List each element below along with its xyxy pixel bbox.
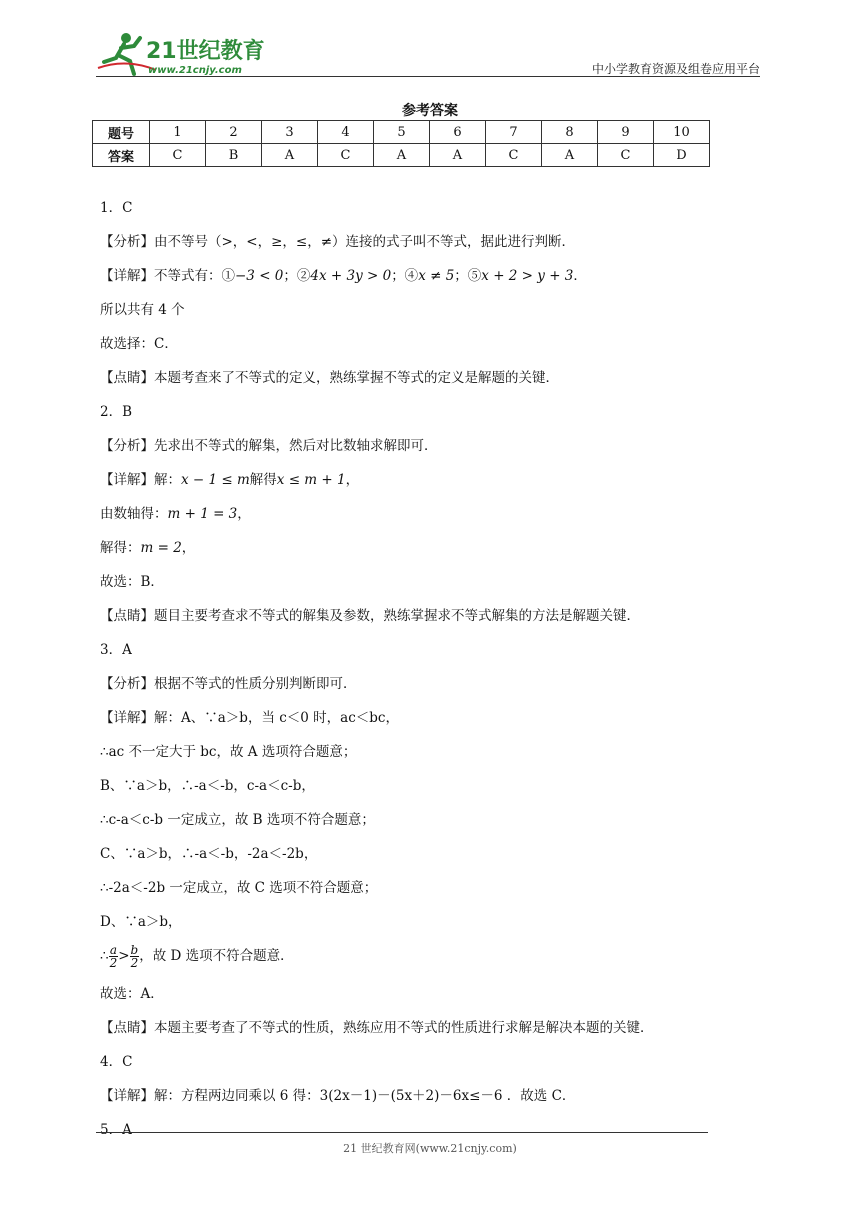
fraction-b-over-2 bbox=[130, 944, 140, 969]
page-footer: 21 世纪教育网(www.21cnjy.com) bbox=[343, 1142, 517, 1155]
detail-text bbox=[100, 502, 740, 536]
detail-text bbox=[100, 536, 740, 570]
math-expression: −3 < 0 bbox=[235, 268, 284, 284]
comment-text: 【点睛】题目主要考查求不等式的解集及参数，熟练掌握求不等式解集的方法是解题关键． bbox=[100, 608, 640, 624]
table-cell: A bbox=[374, 144, 430, 167]
detail-text: 所以共有 4 个 bbox=[100, 302, 185, 318]
fraction-denominator: 2 bbox=[109, 956, 118, 970]
row-label: 答案 bbox=[93, 144, 150, 167]
math-expression: x ≠ 5 bbox=[418, 268, 455, 284]
table-cell: 8 bbox=[542, 121, 598, 144]
page-header bbox=[96, 28, 760, 80]
comment-text: 【点睛】本题考查来了不等式的定义，熟练掌握不等式的定义是解题的关键． bbox=[100, 370, 559, 386]
row-label: 题号 bbox=[93, 121, 150, 144]
detail-text: C、∵a＞b，∴-a＜-b，-2a＜-2b， bbox=[100, 846, 318, 862]
table-cell: 1 bbox=[150, 121, 206, 144]
comment-text: 【点睛】本题主要考查了不等式的性质，熟练应用不等式的性质进行求解是解决本题的关键． bbox=[100, 1020, 654, 1036]
solutions-body bbox=[100, 196, 740, 1152]
detail-text: ∴-2a＜-2b 一定成立，故 C 选项不符合题意； bbox=[100, 880, 378, 896]
table-cell: 6 bbox=[430, 121, 486, 144]
math-expression: 4x + 3y > 0 bbox=[310, 268, 392, 284]
text-span: 【详解】不等式有：① bbox=[100, 268, 235, 284]
table-cell: B bbox=[206, 144, 262, 167]
fraction-denominator: 2 bbox=[130, 956, 139, 970]
text-span: ． bbox=[573, 268, 587, 284]
text-span: ， bbox=[181, 540, 196, 556]
platform-name: 中小学教育资源及组卷应用平台 bbox=[591, 62, 760, 76]
text-span: 解得： bbox=[100, 540, 141, 556]
choice-text: 故选择：C． bbox=[100, 336, 178, 352]
table-cell: C bbox=[150, 144, 206, 167]
table-cell: 7 bbox=[486, 121, 542, 144]
table-cell: D bbox=[654, 144, 710, 167]
question-number: 4．C bbox=[100, 1054, 133, 1070]
text-span: 解得 bbox=[249, 472, 277, 488]
text-span: ∴ bbox=[100, 948, 109, 964]
table-cell: 3 bbox=[262, 121, 318, 144]
detail-text: ∴ac 不一定大于 bc，故 A 选项符合题意； bbox=[100, 744, 357, 760]
text-span: 【详解】解： bbox=[100, 472, 181, 488]
answer-table-title: 参考答案 bbox=[402, 103, 458, 119]
table-cell: 2 bbox=[206, 121, 262, 144]
text-span: 由数轴得： bbox=[100, 506, 168, 522]
math-expression: x ≤ m + 1 bbox=[276, 472, 346, 488]
choice-text: 故选：B． bbox=[100, 574, 164, 590]
table-cell: C bbox=[598, 144, 654, 167]
fraction-numerator: a bbox=[109, 943, 117, 957]
math-expression: x + 2 > y + 3 bbox=[481, 268, 574, 284]
logo-url: www.21cnjy.com bbox=[148, 65, 242, 76]
table-cell: 10 bbox=[654, 121, 710, 144]
table-cell: C bbox=[318, 144, 374, 167]
table-cell: 5 bbox=[374, 121, 430, 144]
math-expression: m + 1 = 3 bbox=[167, 506, 238, 522]
text-span: ， bbox=[345, 472, 360, 488]
question-number: 5．A bbox=[100, 1122, 132, 1138]
table-cell: A bbox=[542, 144, 598, 167]
footer-divider bbox=[96, 1132, 708, 1133]
table-cell: A bbox=[430, 144, 486, 167]
answer-table bbox=[92, 120, 710, 167]
math-expression: x − 1 ≤ m bbox=[181, 472, 250, 488]
table-row-answers bbox=[93, 144, 710, 167]
question-number: 1．C bbox=[100, 200, 133, 216]
text-span: ，故 D 选项不符合题意． bbox=[139, 948, 294, 964]
text-span: ；④ bbox=[391, 268, 419, 284]
text-span: ；② bbox=[283, 268, 311, 284]
detail-text: D、∵a＞b， bbox=[100, 914, 182, 930]
header-divider bbox=[96, 76, 760, 77]
table-cell: 4 bbox=[318, 121, 374, 144]
detail-text: 【详解】解：A、∵a＞b，当 c＜0 时，ac＜bc， bbox=[100, 710, 399, 726]
table-cell: 9 bbox=[598, 121, 654, 144]
choice-text: 故选：A． bbox=[100, 986, 164, 1002]
question-number: 3．A bbox=[100, 642, 132, 658]
question-number: 2．B bbox=[100, 404, 133, 420]
detail-text: ∴c-a＜c-b 一定成立，故 B 选项不符合题意； bbox=[100, 812, 375, 828]
analysis-text: 【分析】由不等号（>，<，≥，≤，≠）连接的式子叫不等式，据此进行判断． bbox=[100, 234, 576, 250]
table-cell: A bbox=[262, 144, 318, 167]
math-operator: > bbox=[118, 948, 130, 964]
logo bbox=[96, 28, 266, 78]
detail-text bbox=[100, 468, 740, 502]
text-span: ， bbox=[237, 506, 251, 522]
analysis-text: 【分析】先求出不等式的解集，然后对比数轴求解即可． bbox=[100, 438, 438, 454]
detail-text: B、∵a＞b，∴-a＜-b，c-a＜c-b， bbox=[100, 778, 315, 794]
fraction-a-over-2 bbox=[109, 944, 119, 969]
detail-text bbox=[100, 944, 740, 982]
math-expression: m = 2 bbox=[140, 540, 182, 556]
detail-text: 【详解】解：方程两边同乘以 6 得：3(2x－1)－(5x＋2)－6x≤－6 ．故选 C． bbox=[100, 1088, 576, 1104]
text-span: ；⑤ bbox=[454, 268, 482, 284]
table-row-numbers bbox=[93, 121, 710, 144]
analysis-text: 【分析】根据不等式的性质分别判断即可． bbox=[100, 676, 357, 692]
table-cell: C bbox=[486, 144, 542, 167]
logo-text: 21世纪教育 bbox=[146, 39, 265, 64]
detail-text bbox=[100, 264, 740, 298]
fraction-numerator: b bbox=[130, 943, 139, 957]
